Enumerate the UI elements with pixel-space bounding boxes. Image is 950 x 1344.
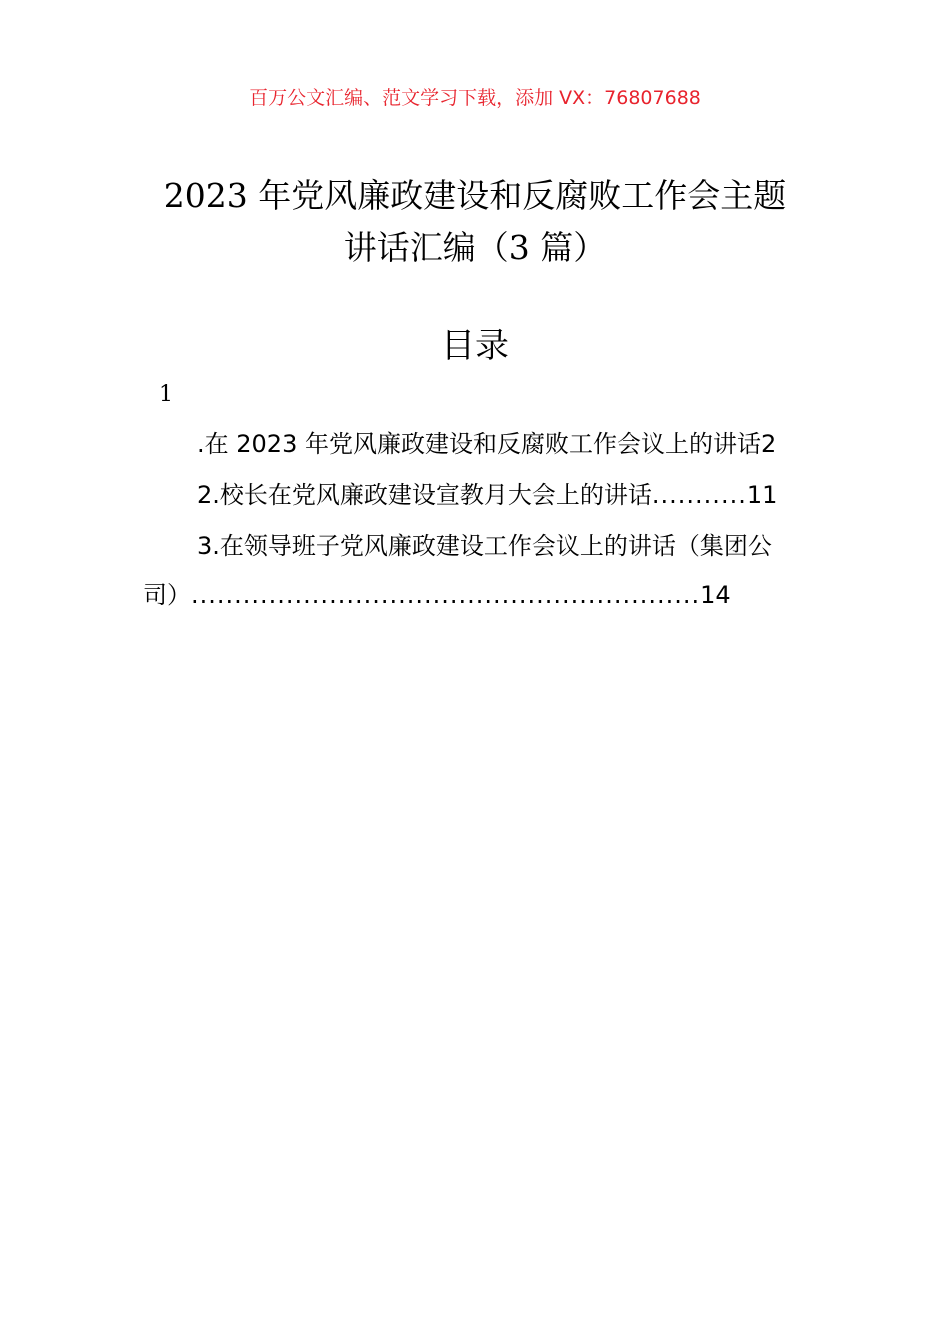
title-line-2: 讲话汇编（3 篇） (343, 228, 607, 267)
title-line-1: 2023 年党风廉政建设和反腐败工作会主题 (163, 176, 787, 215)
toc-entry-3-leader: ........................................................... (191, 581, 701, 609)
toc-entry-3-page: 14 (700, 581, 731, 609)
toc-entry-1-page: 2 (760, 430, 777, 458)
toc-heading: 目录 (441, 326, 509, 366)
toc-entry-2-page: 11 (746, 481, 778, 509)
toc-entry-1[interactable] (197, 427, 776, 461)
toc-entry-3-text: 3.在领导班子党风廉政建设工作会议上的讲话（集团公 (197, 532, 772, 560)
document-title (100, 170, 850, 274)
header-note: 百万公文汇编、范文学习下载，添加 VX：76807688 (249, 87, 701, 109)
toc-entry-2-text: 2.校长在党风廉政建设宣教月大会上的讲话 (197, 481, 652, 509)
toc-entry-3-continued[interactable] (143, 578, 731, 612)
toc-entry-1-text: .在 2023 年党风廉政建设和反腐败工作会议上的讲话 (197, 430, 761, 458)
toc-stray-number: 1 (159, 382, 173, 407)
toc-entry-2-leader: ........... (651, 481, 747, 509)
toc-entry-3[interactable] (197, 529, 772, 563)
toc-entry-2[interactable] (197, 478, 777, 512)
toc-entry-3-text-cont: 司） (143, 581, 191, 609)
